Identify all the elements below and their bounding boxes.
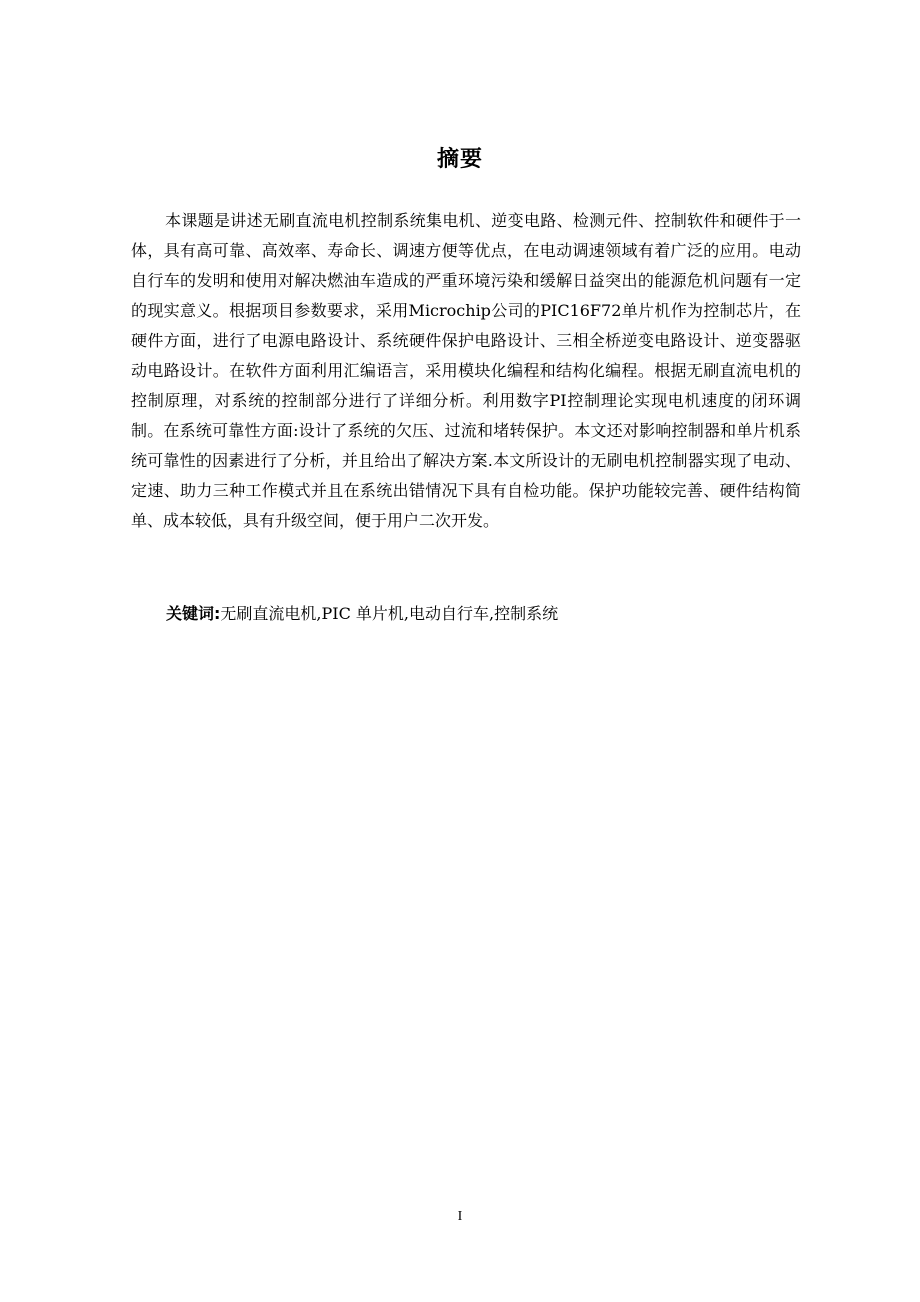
page-number: I: [457, 1209, 463, 1224]
abstract-paragraph: 本课题是讲述无刷直流电机控制系统集电机、逆变电路、检测元件、控制软件和硬件于一体，具有高可靠、高效率、寿命长、调速方便等优点，在电动调速领域有着广泛的应用。电动自行车的发明和使用对解决燃油车造成的严重环境污染和缓解日益突出的能源危机问题有一定的现实意义。根据项目参数要求，采用Microchip公司的PIC16F72单片机作为控制芯片，在硬件方面，进行了电源电路设计、系统硬件保护电路设计、三相全桥逆变电路设计、逆变器驱动电路设计。在软件方面利用汇编语言，采用模块化编程和结构化编程。根据无刷直流电机的控制原理，对系统的控制部分进行了详细分析。利用数字PI控制理论实现电机速度的闭环调制。在系统可靠性方面:设计了系统的欠压、过流和堵转保护。本文还对影响控制器和单片机系统可靠性的因素进行了分析，并且给出了解决方案.本文所设计的无刷电机控制器实现了电动、定速、助力三种工作模式并且在系统出错情况下具有自检功能。保护功能较完善、硬件结构简单、成本较低，具有升级空间，便于用户二次开发。: [131, 211, 801, 530]
keywords-text: 无刷直流电机,PIC 单片机,电动自行车,控制系统: [220, 604, 559, 623]
page-title: 摘要: [436, 147, 483, 172]
keywords-label: 关键词:: [166, 604, 221, 623]
keywords-line: [166, 600, 806, 628]
